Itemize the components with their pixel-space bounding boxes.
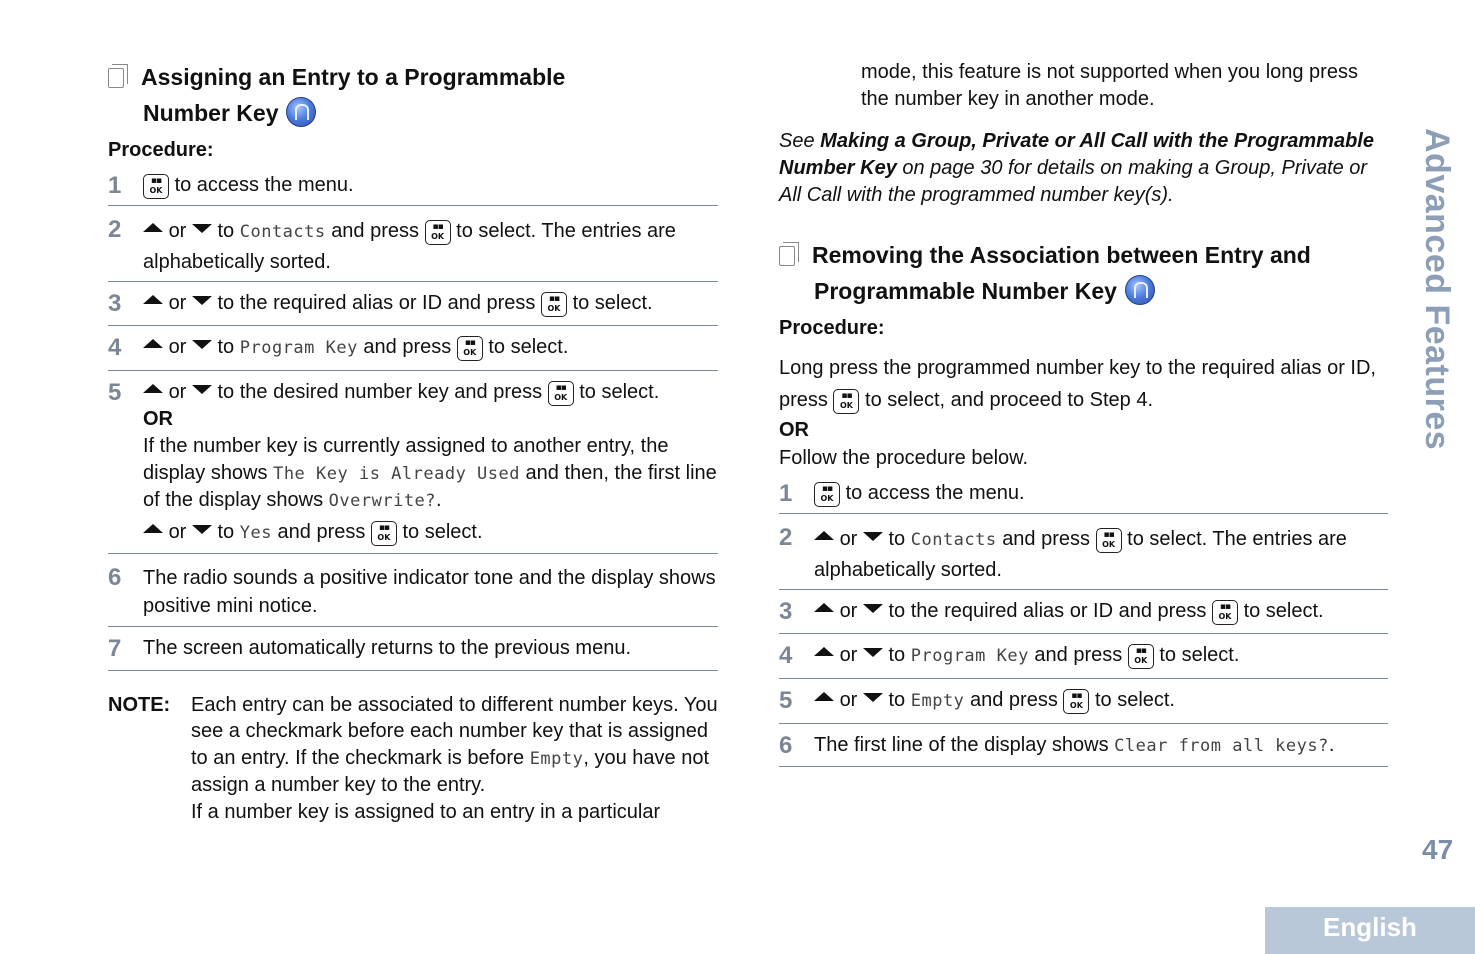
step-3 [108, 290, 718, 326]
step-text: or [839, 528, 858, 550]
left-column [108, 0, 718, 825]
step-text: or [168, 220, 187, 242]
down-arrow-icon [863, 532, 883, 541]
step-number: 3 [779, 598, 793, 625]
step-text: and press [1034, 644, 1123, 666]
ok-menu-button-icon: ▪▪ OK [143, 174, 169, 199]
follow-text: Follow the procedure below. [779, 447, 1029, 469]
period: . [1328, 734, 1335, 756]
note-text: , you have not assign a number key to the entry. [191, 746, 710, 796]
up-arrow-icon [143, 295, 163, 304]
step-7 [108, 635, 718, 671]
step-number: 1 [779, 480, 793, 507]
step-2 [108, 216, 718, 282]
down-arrow-icon [863, 693, 883, 702]
note-text: If a number key is assigned to an entry in a particular [191, 800, 661, 823]
side-tab-advanced-features: Advanced Features [1418, 128, 1456, 451]
ok-menu-button-icon: ▪▪ OK [1096, 528, 1122, 553]
step-number: 4 [108, 334, 122, 361]
display-text: Contacts [910, 530, 997, 550]
step-text: to [888, 689, 906, 711]
display-text: Program Key [239, 338, 358, 358]
step-text: to select. [1159, 644, 1240, 666]
ok-menu-button-icon: ▪▪ OK [457, 336, 483, 361]
up-arrow-icon [814, 531, 834, 540]
step-5 [108, 379, 718, 554]
step-text: and press [363, 336, 452, 358]
up-arrow-icon [814, 603, 834, 612]
step-3 [779, 598, 1388, 634]
see-reference [779, 128, 1388, 209]
right-column [779, 0, 1388, 767]
down-arrow-icon [863, 648, 883, 657]
step-text: or [168, 292, 187, 314]
step-4 [108, 334, 718, 371]
display-text: The Key is Already Used [273, 463, 520, 484]
long-press-text [779, 352, 1388, 416]
down-arrow-icon [192, 525, 212, 534]
step-text: The first line of the display shows [814, 734, 1109, 756]
down-arrow-icon [863, 604, 883, 613]
down-arrow-icon [192, 296, 212, 305]
step-text: to select. [1094, 689, 1175, 711]
display-text: Overwrite? [328, 491, 437, 511]
step-number: 3 [108, 290, 122, 317]
heading-line1: Removing the Association between Entry and [812, 242, 1311, 268]
feature-globe-icon [286, 97, 316, 127]
ok-menu-button-icon: ▪▪ OK [425, 220, 451, 245]
up-arrow-icon [143, 524, 163, 533]
display-text: Program Key [910, 646, 1029, 666]
heading-line2: Number Key [143, 100, 279, 126]
up-arrow-icon [143, 223, 163, 232]
step-text: and press [1002, 528, 1091, 550]
or-label: OR [143, 408, 173, 430]
step-5 [779, 687, 1388, 724]
step-number: 5 [108, 379, 122, 406]
step-text: to access the menu. [845, 482, 1025, 504]
display-text: Clear from all keys? [1114, 736, 1329, 756]
step-text: to select. [402, 520, 483, 543]
step-text: to [888, 528, 906, 550]
ok-menu-button-icon: ▪▪ OK [548, 381, 574, 406]
or-label: OR [779, 419, 809, 441]
step-text: to the desired number key and press [217, 381, 543, 403]
procedure-label: Procedure: [108, 139, 214, 161]
display-text: Empty [529, 748, 584, 769]
down-arrow-icon [192, 385, 212, 394]
page-number: 47 [1422, 834, 1454, 865]
document-icon [779, 246, 795, 266]
heading-line2: Programmable Number Key [814, 278, 1117, 304]
down-arrow-icon [192, 340, 212, 349]
down-arrow-icon [192, 224, 212, 233]
para-text: to select, and proceed to Step 4. [865, 389, 1153, 411]
para-text: Long press the programmed number key to the required alias or ID, press [779, 357, 1376, 411]
step-text: to [888, 644, 906, 666]
step-text: to select. [1243, 600, 1324, 622]
step-text: The screen automatically returns to the previous menu. [143, 636, 632, 659]
up-arrow-icon [143, 339, 163, 348]
see-text: on page 30 for details on making a Group, Private or All Call with the programmed number key(s). [779, 157, 1368, 206]
section-heading-removing [779, 237, 1388, 309]
step-text: or [839, 689, 858, 711]
ok-menu-button-icon: ▪▪ OK [1128, 644, 1154, 669]
note-label: NOTE: [108, 693, 171, 716]
step-6 [779, 732, 1388, 767]
step-text: to select. [488, 336, 569, 358]
step-text: or [168, 520, 187, 543]
ok-menu-button-icon: ▪▪ OK [371, 521, 397, 546]
note-block [108, 692, 718, 826]
note-text: Each entry can be associated to different number keys. You see a checkmark before each number key that is assigned to an entry. If the checkmark is before [191, 693, 718, 769]
note-continuation: mode, this feature is not supported when you long press the number key in another mode. [861, 61, 1358, 110]
display-text: Contacts [239, 222, 326, 242]
step-text: and press [969, 689, 1058, 711]
step-text: to select. The entries are alphabetically sorted. [814, 528, 1347, 581]
section-heading-assigning [108, 59, 718, 131]
step-number: 2 [108, 216, 122, 243]
ok-menu-button-icon: ▪▪ OK [814, 482, 840, 507]
step-text: to the required alias or ID and press [888, 600, 1207, 622]
ok-menu-button-icon: ▪▪ OK [1212, 600, 1238, 625]
see-text: See [779, 130, 815, 152]
ok-menu-button-icon: ▪▪ OK [1063, 689, 1089, 714]
step-text: or [168, 336, 187, 358]
ok-menu-button-icon: ▪▪ OK [541, 292, 567, 317]
step-text: or [839, 600, 858, 622]
step-1 [108, 172, 718, 206]
step-number: 6 [108, 563, 122, 591]
step-text: to [217, 220, 235, 242]
step-text: to select. [572, 292, 653, 314]
step-4 [779, 642, 1388, 679]
step-2 [779, 524, 1388, 590]
step-number: 2 [779, 524, 793, 551]
display-text: Empty [910, 691, 965, 711]
language-tab: English [1265, 907, 1475, 954]
step-number: 4 [779, 642, 793, 669]
step-text: The radio sounds a positive indicator tone and the display shows positive mini notice. [143, 566, 716, 617]
step-number: 7 [108, 634, 122, 662]
step-number: 6 [779, 732, 793, 759]
step-number: 1 [108, 172, 122, 199]
step-text: to [217, 520, 235, 543]
feature-globe-icon [1125, 275, 1155, 305]
see-link-text: Making a Group, Private or All Call with the Programmable Number Key [779, 130, 1374, 179]
step-text: to [217, 336, 235, 358]
ok-menu-button-icon: ▪▪ OK [833, 389, 859, 414]
step-text: or [839, 644, 858, 666]
up-arrow-icon [814, 692, 834, 701]
step-text: to the required alias or ID and press [217, 292, 536, 314]
step-text: and then, the first line of the display shows [143, 461, 717, 511]
step-text: If the number key is currently assigned to another entry, the display shows [143, 435, 669, 484]
step-text: to select. [579, 381, 660, 403]
display-text: Yes [239, 522, 272, 543]
step-text: or [168, 381, 187, 403]
up-arrow-icon [143, 384, 163, 393]
step-text: to access the menu. [174, 174, 354, 196]
document-icon [108, 68, 124, 88]
heading-line1: Assigning an Entry to a Programmable [141, 64, 566, 90]
step-text: to select. The entries are alphabetically sorted. [143, 220, 676, 273]
step-text: and press [277, 520, 366, 543]
period: . [436, 489, 442, 511]
step-number: 5 [779, 687, 793, 714]
step-1 [779, 480, 1388, 514]
procedure-label: Procedure: [779, 317, 885, 339]
step-6 [108, 564, 718, 627]
step-text: and press [331, 220, 420, 242]
up-arrow-icon [814, 647, 834, 656]
